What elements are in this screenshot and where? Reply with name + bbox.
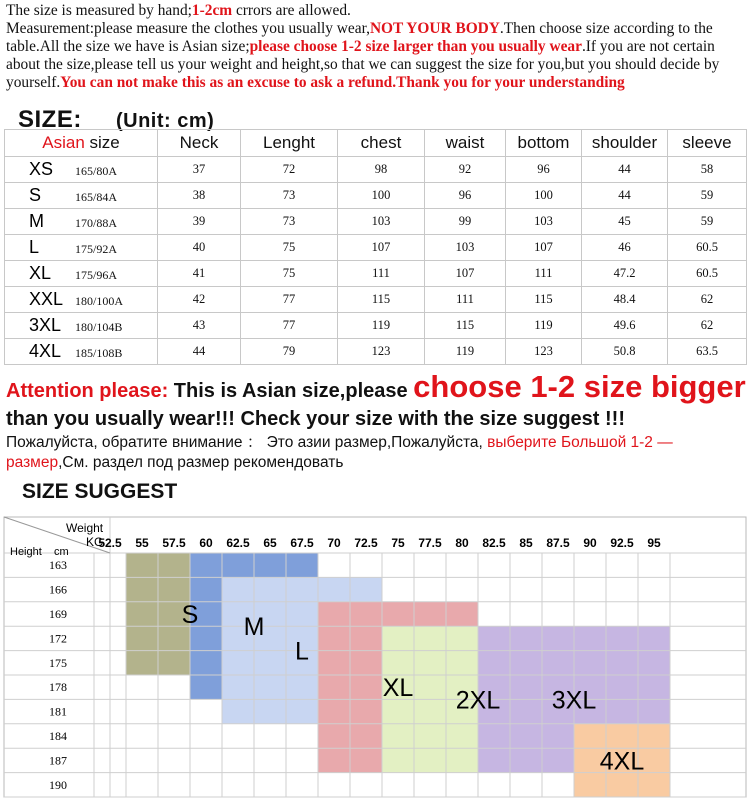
height-tick-label: 175 xyxy=(49,655,67,670)
measurement-cell: 46 xyxy=(582,235,668,261)
weight-tick-label: 52.5 xyxy=(98,536,122,550)
asian-label: Asian xyxy=(42,133,85,152)
height-waist-code: 175/96A xyxy=(75,268,117,282)
measurement-cell: 92 xyxy=(425,157,506,183)
russian-notice xyxy=(6,433,750,473)
measurement-cell: 103 xyxy=(506,209,582,235)
size-code: XXL xyxy=(29,289,64,309)
measurement-cell: 41 xyxy=(158,261,241,287)
measurement-cell: 96 xyxy=(506,157,582,183)
measurement-cell: 73 xyxy=(241,183,338,209)
measurement-cell: 38 xyxy=(158,183,241,209)
russian-text-1: Пожалуйста, обратите внимание ： Это азии размер,Пожалуйста, xyxy=(6,434,488,451)
weight-tick-label: 87.5 xyxy=(546,536,570,550)
size-code: 3XL xyxy=(29,315,62,335)
measurement-cell: 62 xyxy=(668,287,747,313)
size-suggest-heading: SIZE SUGGEST xyxy=(22,480,178,503)
region-label: 2XL xyxy=(455,686,501,715)
measurement-cell: 98 xyxy=(338,157,425,183)
measurement-cell: 107 xyxy=(338,235,425,261)
region-label: 3XL xyxy=(551,686,597,715)
size-code: XL xyxy=(29,263,52,283)
attention-text-1: This is Asian size,please xyxy=(168,380,414,402)
height-waist-code: 175/92A xyxy=(75,242,117,256)
intro-text xyxy=(6,2,750,92)
size-cell xyxy=(5,183,158,209)
measurement-cell: 115 xyxy=(425,313,506,339)
size-cell xyxy=(5,157,158,183)
table-header-row xyxy=(5,130,747,157)
intro-l2a: Measurement:please measure the clothes you usually wear, xyxy=(6,20,370,37)
measurement-cell: 103 xyxy=(338,209,425,235)
attention-label: Attention please: xyxy=(6,380,169,402)
measurement-cell: 111 xyxy=(425,287,506,313)
size-cell xyxy=(5,313,158,339)
measurement-cell: 79 xyxy=(241,339,338,365)
intro-l1a: The size is measured by hand; xyxy=(6,2,192,19)
weight-tick-label: 67.5 xyxy=(290,536,314,550)
kg-label: KG xyxy=(86,535,104,549)
table-row xyxy=(5,235,747,261)
size-cell xyxy=(5,261,158,287)
weight-tick-label: 85 xyxy=(519,536,533,550)
measurement-cell: 77 xyxy=(241,313,338,339)
measurement-cell: 115 xyxy=(338,287,425,313)
size-cell xyxy=(5,235,158,261)
measurement-cell: 48.4 xyxy=(582,287,668,313)
header-shoulder: shoulder xyxy=(582,130,668,157)
size-code: 4XL xyxy=(29,341,62,361)
weight-tick-label: 57.5 xyxy=(162,536,186,550)
height-tick-label: 163 xyxy=(49,558,67,573)
intro-l2c: .Then choose size according to the table.All the size we have is Asian size; xyxy=(6,20,713,55)
table-row xyxy=(5,339,747,365)
measurement-cell: 75 xyxy=(241,261,338,287)
size-suggest-chart xyxy=(0,513,750,800)
weight-tick-label: 65 xyxy=(263,536,277,550)
measurement-cell: 59 xyxy=(668,183,747,209)
size-code: XS xyxy=(29,159,54,179)
height-tick-label: 181 xyxy=(49,704,67,719)
region-label: XL xyxy=(382,674,414,703)
measurement-cell: 115 xyxy=(506,287,582,313)
height-waist-code: 180/104B xyxy=(75,320,123,334)
measurement-cell: 103 xyxy=(425,235,506,261)
attention-block xyxy=(6,371,750,431)
measurement-cell: 43 xyxy=(158,313,241,339)
region-label: 4XL xyxy=(599,747,645,776)
measurement-cell: 100 xyxy=(506,183,582,209)
intro-l1b: 1-2cm xyxy=(191,2,233,19)
weight-tick-label: 70 xyxy=(327,536,341,550)
table-row xyxy=(5,287,747,313)
russian-text-2: ,См. раздел под размер рекомендовать xyxy=(58,454,344,471)
measurement-cell: 47.2 xyxy=(582,261,668,287)
height-label: Height xyxy=(10,546,42,558)
measurement-cell: 119 xyxy=(506,313,582,339)
measurement-cell: 123 xyxy=(506,339,582,365)
measurement-cell: 49.6 xyxy=(582,313,668,339)
measurement-cell: 44 xyxy=(582,157,668,183)
measurement-cell: 45 xyxy=(582,209,668,235)
height-waist-code: 165/80A xyxy=(75,164,117,178)
height-tick-label: 190 xyxy=(49,777,67,792)
measurement-cell: 119 xyxy=(425,339,506,365)
measurement-cell: 123 xyxy=(338,339,425,365)
region-label: M xyxy=(243,613,265,642)
measurement-cell: 72 xyxy=(241,157,338,183)
weight-tick-label: 90 xyxy=(583,536,597,550)
measurement-cell: 73 xyxy=(241,209,338,235)
measurement-cell: 111 xyxy=(338,261,425,287)
intro-l2e: .If you are not certain about the size,please tell us your weight and height,so that we can suggest the size for you,but you should decide by yourself. xyxy=(6,38,720,91)
header-neck: Neck xyxy=(158,130,241,157)
measurement-cell: 60.5 xyxy=(668,261,747,287)
attention-text-2: than you usually wear!!! Check your size with the size suggest !!! xyxy=(6,408,626,430)
weight-tick-label: 72.5 xyxy=(354,536,378,550)
height-tick-label: 184 xyxy=(49,729,67,743)
unit-label: (Unit: cm) xyxy=(115,110,215,132)
table-row xyxy=(5,261,747,287)
measurement-cell: 39 xyxy=(158,209,241,235)
height-waist-code: 185/108B xyxy=(75,346,123,360)
measurement-cell: 99 xyxy=(425,209,506,235)
size-label: size xyxy=(84,133,120,152)
measurement-cell: 58 xyxy=(668,157,747,183)
weight-tick-label: 60 xyxy=(199,536,213,550)
height-tick-label: 187 xyxy=(49,753,67,768)
weight-tick-label: 77.5 xyxy=(418,536,442,550)
region-label: S xyxy=(181,601,199,629)
measurement-cell: 63.5 xyxy=(668,339,747,365)
height-waist-code: 165/84A xyxy=(75,190,117,204)
region-label: L xyxy=(295,637,309,666)
measurement-cell: 37 xyxy=(158,157,241,183)
size-code: M xyxy=(29,211,44,231)
intro-l1c: crrors are allowed. xyxy=(232,2,351,19)
size-cell xyxy=(5,209,158,235)
size-title: SIZE: xyxy=(18,106,82,133)
measurement-cell: 62 xyxy=(668,313,747,339)
weight-tick-label: 55 xyxy=(135,536,149,550)
attention-big: choose 1-2 size bigger xyxy=(413,369,746,404)
measurement-cell: 107 xyxy=(425,261,506,287)
measurement-cell: 107 xyxy=(506,235,582,261)
measurement-cell: 75 xyxy=(241,235,338,261)
size-table xyxy=(4,129,747,365)
size-cell xyxy=(5,287,158,313)
height-tick-label: 178 xyxy=(49,680,67,695)
measurement-cell: 111 xyxy=(506,261,582,287)
weight-tick-label: 75 xyxy=(391,536,405,550)
measurement-cell: 40 xyxy=(158,235,241,261)
measurement-cell: 77 xyxy=(241,287,338,313)
weight-tick-label: 80 xyxy=(455,536,469,550)
measurement-cell: 119 xyxy=(338,313,425,339)
intro-l2d: please choose 1-2 size larger than you usually wear xyxy=(249,38,582,55)
size-cell xyxy=(5,339,158,365)
weight-label: Weight xyxy=(66,521,104,535)
measurement-cell: 96 xyxy=(425,183,506,209)
weight-tick-label: 62.5 xyxy=(226,536,250,550)
height-tick-label: 166 xyxy=(49,582,67,597)
table-row xyxy=(5,313,747,339)
header-chest: chest xyxy=(338,130,425,157)
height-tick-label: 172 xyxy=(49,631,67,646)
intro-l2f: You can not make this as an excuse to ask a refund.Thank you for your understanding xyxy=(60,74,625,91)
height-waist-code: 170/88A xyxy=(75,216,117,230)
table-row xyxy=(5,209,747,235)
height-waist-code: 180/100A xyxy=(75,294,123,308)
cm-label: cm xyxy=(54,546,69,558)
weight-tick-label: 92.5 xyxy=(610,536,634,550)
table-row xyxy=(5,157,747,183)
measurement-cell: 44 xyxy=(582,183,668,209)
measurement-cell: 50.8 xyxy=(582,339,668,365)
asian-size-header xyxy=(5,130,158,157)
height-tick-label: 169 xyxy=(49,607,67,621)
header-sleeve: sleeve xyxy=(668,130,747,157)
size-code: S xyxy=(29,185,42,205)
russian-red: выберите Большой 1-2 — размер xyxy=(6,434,673,471)
header-waist: waist xyxy=(425,130,506,157)
measurement-cell: 42 xyxy=(158,287,241,313)
measurement-cell: 60.5 xyxy=(668,235,747,261)
weight-tick-label: 82.5 xyxy=(482,536,506,550)
measurement-cell: 100 xyxy=(338,183,425,209)
header-length: Lenght xyxy=(241,130,338,157)
measurement-cell: 44 xyxy=(158,339,241,365)
header-bottom: bottom xyxy=(506,130,582,157)
size-code: L xyxy=(29,237,40,257)
table-row xyxy=(5,183,747,209)
intro-l2b: NOT YOUR BODY xyxy=(369,20,500,37)
weight-tick-label: 95 xyxy=(647,536,661,550)
measurement-cell: 59 xyxy=(668,209,747,235)
